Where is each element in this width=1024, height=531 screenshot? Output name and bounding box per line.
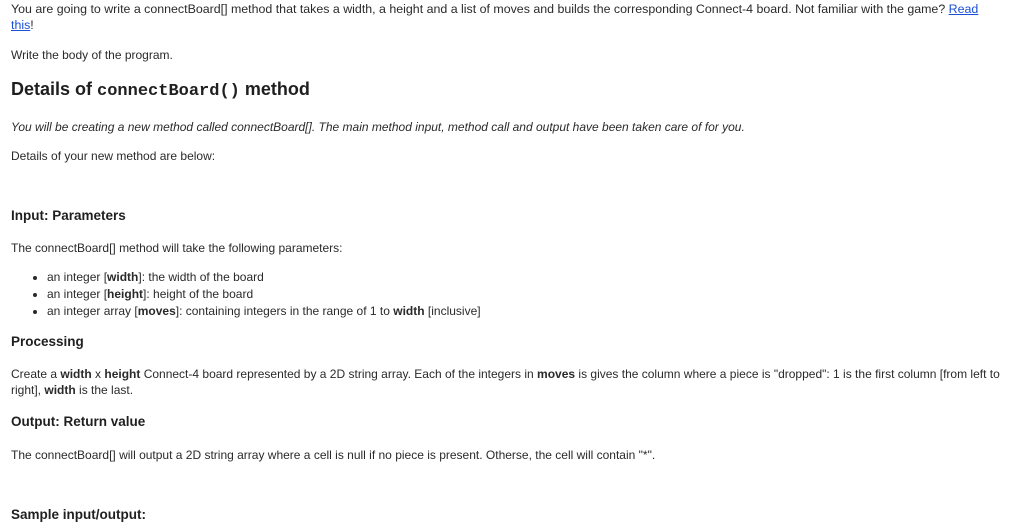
intro-paragraph [11, 1, 1004, 33]
output-heading: Output: Return value [11, 414, 146, 429]
details-heading [11, 79, 1004, 101]
intro-text: You are going to write a connectBoard[] method that takes a width, a height and a list of moves and builds the corresponding Connect-4 board. Not familiar with the game? [11, 2, 949, 16]
details-below-text: Details of your new method are below: [11, 149, 216, 163]
list-item: • an integer array [moves]: containing integers in the range of 1 to width [inclusive] [47, 303, 1004, 320]
output-text: The connectBoard[] will output a 2D string array where a cell is null if no piece is present. Otherse, the cell will contain "*". [11, 448, 656, 462]
list-item: • an integer [width]: the width of the board [47, 269, 1004, 286]
processing-paragraph: Create a width x height Connect-4 board represented by a 2D string array. Each of the integers in moves is gives the column where a piece is "dropped": 1 is the first column [from left to right], width is the last. [11, 367, 1000, 397]
italic-note-text: You will be creating a new method called connectBoard[]. The main method input, method call and output have been taken care of for you. [11, 120, 745, 134]
input-intro-text: The connectBoard[] method will take the following parameters: [11, 241, 343, 255]
sample-heading: Sample input/output: [11, 507, 146, 522]
intro-exclamation: ! [30, 18, 34, 32]
details-heading-suffix: method [239, 79, 310, 99]
method-name-code: connectBoard() [97, 82, 240, 101]
parameter-list [11, 269, 1004, 320]
list-item: • an integer [height]: height of the board [47, 286, 1004, 303]
read-this-link[interactable]: Read this [11, 2, 979, 32]
instruction-text: Write the body of the program. [11, 48, 173, 62]
input-heading: Input: Parameters [11, 208, 126, 223]
details-heading-prefix: Details of [11, 79, 98, 99]
italic-note [11, 119, 1004, 135]
processing-heading: Processing [11, 334, 84, 349]
